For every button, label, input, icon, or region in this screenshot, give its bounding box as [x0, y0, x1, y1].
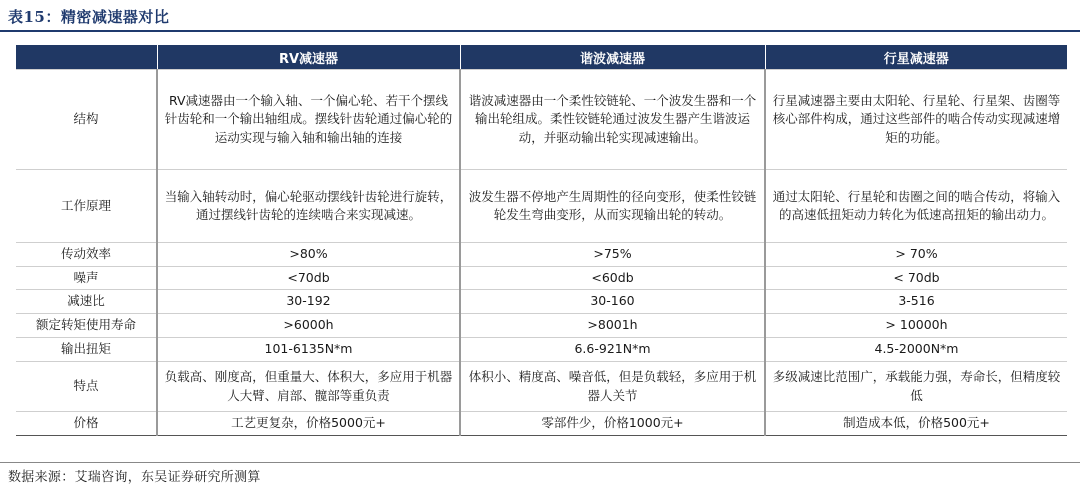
table-row: [16, 314, 1067, 338]
cell-planetary: > 70%: [765, 243, 1067, 267]
table-row: [16, 338, 1067, 362]
cell-rv: 当输入轴转动时，偏心轮驱动摆线针齿轮进行旋转，通过摆线针齿轮的连续啮合来实现减速。: [157, 170, 460, 243]
row-label: 输出扭矩: [16, 338, 157, 362]
cell-rv: >6000h: [157, 314, 460, 338]
cell-harmonic: 谐波减速器由一个柔性铰链轮、一个波发生器和一个输出轮组成。柔性铰链轮通过波发生器产生谐波运动，并驱动输出轮实现减速输出。: [460, 70, 765, 170]
table-row: [16, 170, 1067, 243]
cell-harmonic: 零部件少，价格1000元+: [460, 412, 765, 436]
table-row: [16, 290, 1067, 314]
cell-rv: <70db: [157, 266, 460, 290]
cell-planetary: 多级减速比范围广，承载能力强，寿命长，但精度较低: [765, 362, 1067, 412]
cell-rv: 101-6135N*m: [157, 338, 460, 362]
cell-rv: >80%: [157, 243, 460, 267]
cell-harmonic: 30-160: [460, 290, 765, 314]
row-label: 特点: [16, 362, 157, 412]
table-caption: 表15：精密减速器对比: [8, 8, 170, 26]
reducer-comparison-table: [16, 45, 1067, 436]
cell-harmonic: 波发生器不停地产生周期性的径向变形，使柔性铰链轮发生弯曲变形，从而实现输出轮的转动。: [460, 170, 765, 243]
row-label: 噪声: [16, 266, 157, 290]
cell-harmonic: >8001h: [460, 314, 765, 338]
row-label: 结构: [16, 70, 157, 170]
table-row: [16, 243, 1067, 267]
header-blank: [16, 45, 157, 70]
cell-planetary: 制造成本低，价格500元+: [765, 412, 1067, 436]
cell-planetary: 通过太阳轮、行星轮和齿圈之间的啮合传动，将输入的高速低扭矩动力转化为低速高扭矩的输出动力。: [765, 170, 1067, 243]
header-row: [16, 45, 1067, 70]
cell-planetary: 3-516: [765, 290, 1067, 314]
header-planetary: 行星减速器: [765, 45, 1067, 70]
cell-planetary: 4.5-2000N*m: [765, 338, 1067, 362]
cell-planetary: > 10000h: [765, 314, 1067, 338]
caption-divider: [0, 30, 1080, 32]
table-row: [16, 266, 1067, 290]
header-harmonic: 谐波减速器: [460, 45, 765, 70]
table-row: [16, 70, 1067, 170]
cell-rv: RV减速器由一个输入轴、一个偏心轮、若干个摆线针齿轮和一个输出轴组成。摆线针齿轮通过偏心轮的运动实现与输入轴和输出轴的连接: [157, 70, 460, 170]
row-label: 价格: [16, 412, 157, 436]
row-label: 额定转矩使用寿命: [16, 314, 157, 338]
cell-harmonic: 体积小、精度高、噪音低，但是负载轻，多应用于机器人关节: [460, 362, 765, 412]
cell-planetary: 行星减速器主要由太阳轮、行星轮、行星架、齿圈等核心部件构成，通过这些部件的啮合传动实现减速增矩的功能。: [765, 70, 1067, 170]
row-label: 工作原理: [16, 170, 157, 243]
footer-divider: [0, 462, 1080, 463]
table-row: [16, 412, 1067, 436]
cell-rv: 工艺更复杂，价格5000元+: [157, 412, 460, 436]
row-label: 减速比: [16, 290, 157, 314]
cell-rv: 负载高、刚度高，但重量大、体积大，多应用于机器人大臂、肩部、髋部等重负责: [157, 362, 460, 412]
source-note: 数据来源：艾瑞咨询，东吴证券研究所测算: [8, 470, 261, 485]
cell-planetary: < 70db: [765, 266, 1067, 290]
cell-rv: 30-192: [157, 290, 460, 314]
row-label: 传动效率: [16, 243, 157, 267]
cell-harmonic: >75%: [460, 243, 765, 267]
cell-harmonic: <60db: [460, 266, 765, 290]
header-rv: RV减速器: [157, 45, 460, 70]
cell-harmonic: 6.6-921N*m: [460, 338, 765, 362]
table-row: [16, 362, 1067, 412]
